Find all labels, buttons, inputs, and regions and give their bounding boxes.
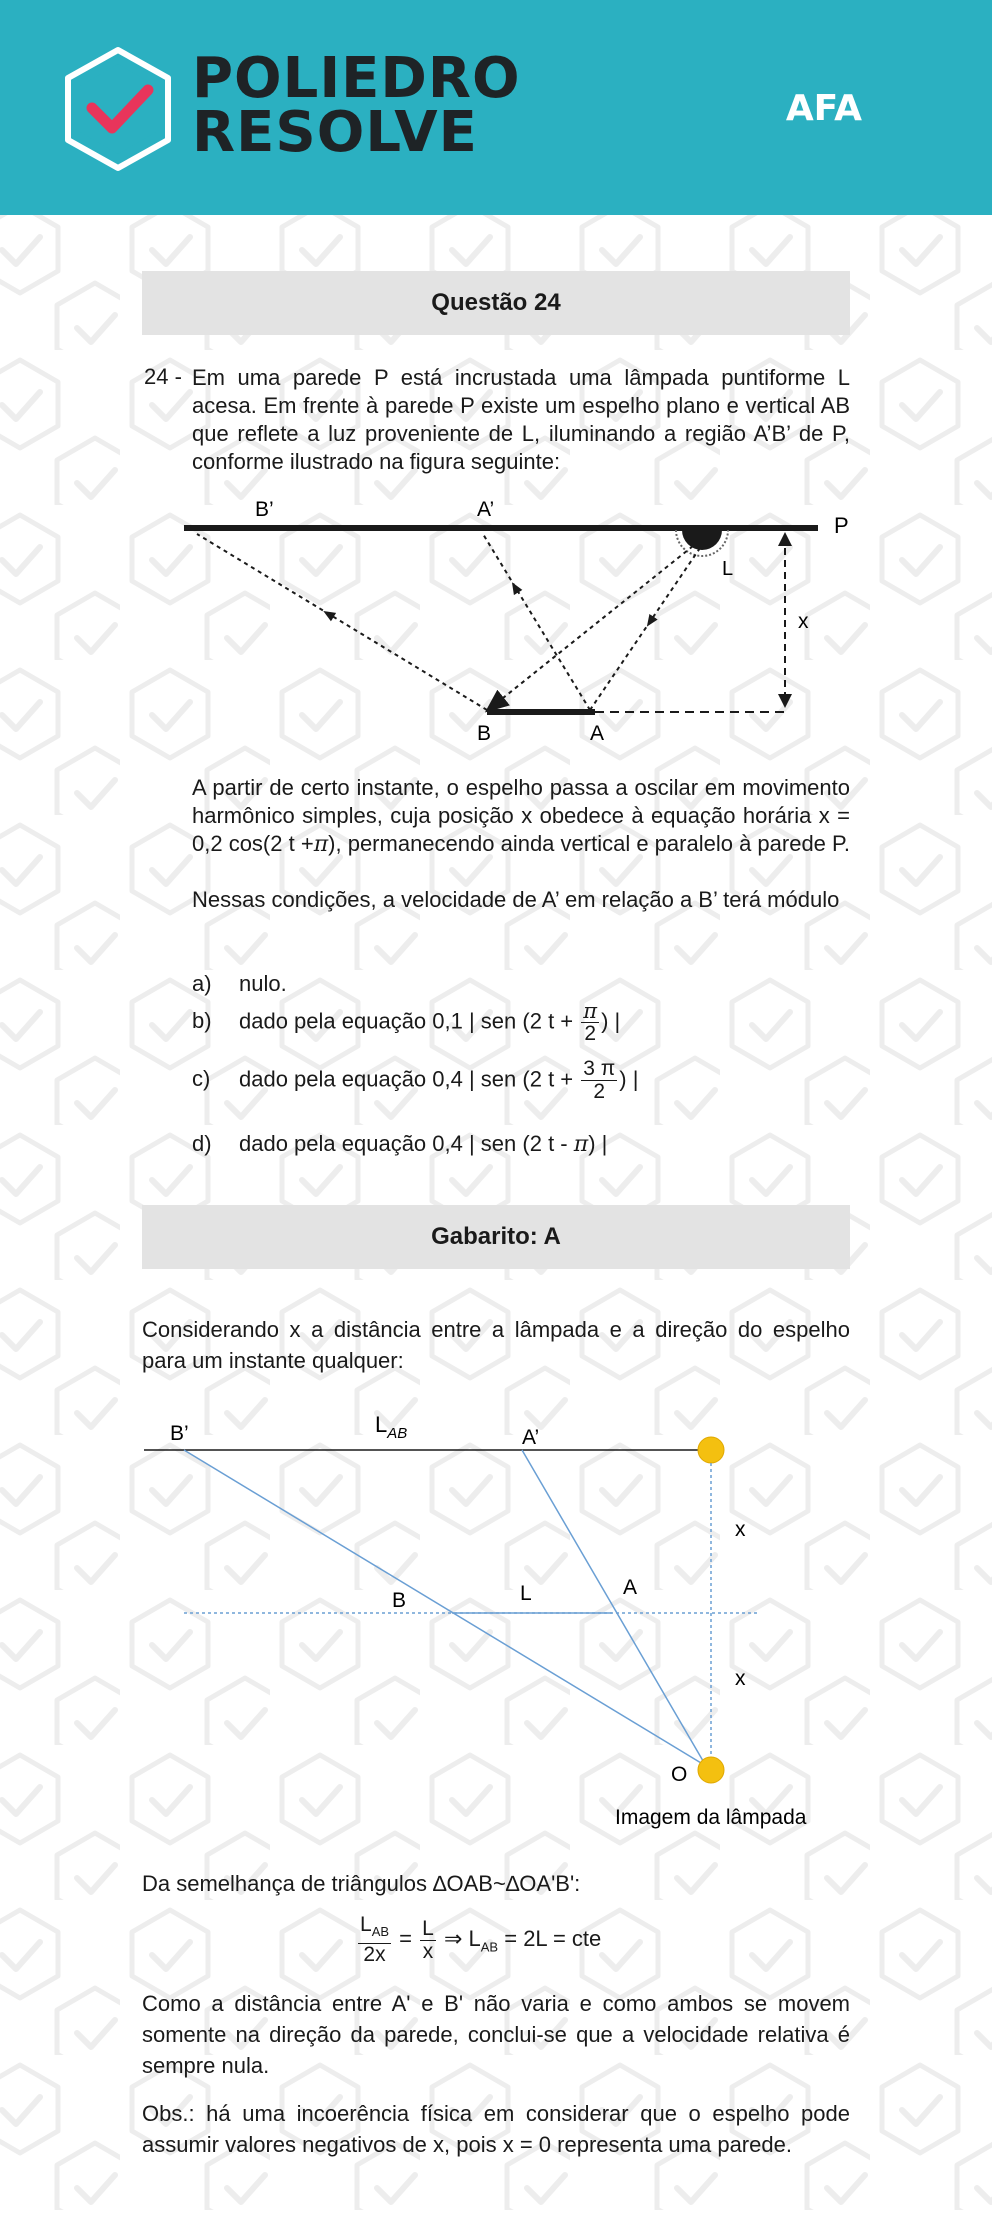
- label-l-ab: [375, 1412, 407, 1442]
- fraction-l-over-x: [420, 1918, 436, 1963]
- label-b-prime: B’: [170, 1422, 189, 1445]
- option-d-pi: π: [573, 1132, 589, 1157]
- ray-a-to-a-prime: [483, 534, 590, 710]
- implies-symbol: ⇒: [443, 1925, 463, 1951]
- option-b-frac-den: 2: [584, 1022, 597, 1045]
- ray-o-to-a-prime: [522, 1450, 706, 1766]
- label-l: L: [722, 558, 734, 580]
- label-x-bottom: x: [735, 1667, 746, 1690]
- option-d-text: dado pela equação 0,4 | sen (2 t -: [239, 1131, 568, 1156]
- label-x-top: x: [735, 1518, 746, 1541]
- question-statement: Em uma parede P está incrustada uma lâmpada puntiforme L acesa. Em frente à parede P existe um espelho plano e vertical AB que reflete a luz proveniente de L, iluminando a região A’B’ de P, conforme ilustrado na figura seguinte:: [192, 365, 850, 474]
- option-a: [192, 970, 287, 998]
- label-a: A: [623, 1576, 638, 1599]
- option-d: [192, 1130, 607, 1159]
- label-b: B: [477, 722, 492, 745]
- option-a-text: nulo.: [239, 971, 287, 996]
- lamp-image-caption: Imagem da lâmpada: [615, 1806, 807, 1829]
- option-c-tail: ) |: [619, 1066, 639, 1092]
- f1-den: 2x: [363, 1943, 386, 1967]
- label-a: A: [590, 722, 605, 745]
- poliedro-check-logo-icon: [58, 46, 178, 172]
- dimension-arrow-down: [778, 694, 792, 708]
- dimension-arrow-up: [778, 532, 792, 546]
- option-b-frac-num: π: [583, 999, 598, 1023]
- option-d-tail: ) |: [588, 1131, 608, 1156]
- ray-l-to-a-arrow: [648, 548, 700, 625]
- lamp-icon: [698, 1437, 724, 1463]
- brand-logo-text: [192, 46, 521, 165]
- answer-title: Gabarito: A: [431, 1223, 561, 1250]
- option-d-letter: d): [192, 1131, 212, 1156]
- observation-paragraph: Obs.: há uma incoerência física em considerar que o espelho pode assumir valores negativos de x, pois x = 0 representa uma parede.: [142, 2101, 850, 2157]
- question-title: Questão 24: [431, 289, 561, 316]
- velocity-question: Nessas condições, a velocidade de A’ em relação a B’ terá módulo: [192, 887, 840, 912]
- option-c-fraction: [581, 1058, 617, 1103]
- label-l-ab-sub: AB: [387, 1425, 408, 1442]
- f1-num: L: [360, 1913, 372, 1936]
- label-a-prime: A’: [477, 498, 495, 521]
- formula-equals: =: [399, 1925, 413, 1951]
- solution-intro: Considerando x a distância entre a lâmpada e a direção do espelho para um instante qualquer:: [142, 1317, 850, 1373]
- ray-l-to-a: [590, 548, 700, 710]
- conclusion-paragraph: Como a distância entre A' e B' não varia e como ambos se movem somente na direção da parede, conclui-se que a velocidade relativa é sempre nula.: [142, 1991, 850, 2078]
- option-c-letter: c): [192, 1066, 211, 1092]
- similarity-statement: Da semelhança de triângulos ∆OAB~∆OA'B':: [142, 1871, 581, 1896]
- option-c-text: dado pela equação 0,4 | sen (2 t +: [239, 1066, 574, 1092]
- oscillation-paragraph: [192, 774, 850, 859]
- mirror-figure: [170, 490, 860, 750]
- label-a-prime: A’: [522, 1426, 540, 1449]
- label-o: O: [671, 1763, 688, 1786]
- label-p: P: [834, 513, 849, 538]
- similarity-formula: [356, 1914, 601, 1966]
- option-b-text: dado pela equação 0,1 | sen (2 t +: [239, 1008, 574, 1034]
- rhs-result: = 2L = cte: [504, 1925, 602, 1951]
- ray-o-to-b-prime: [184, 1450, 706, 1766]
- option-b-fraction: [581, 1000, 599, 1045]
- para1-pi: π: [313, 832, 329, 857]
- label-l-ab-main: L: [375, 1412, 388, 1437]
- label-b: B: [392, 1589, 407, 1612]
- question-number: 24 -: [144, 364, 182, 389]
- fraction-lab-over-2x: [358, 1914, 391, 1966]
- ray-l-to-b-arrow: [488, 546, 693, 710]
- para1-equation: x = 0,2 cos(2 t +: [192, 803, 850, 856]
- rhs-l: L: [468, 1925, 481, 1951]
- solution-figure: [130, 1400, 850, 1850]
- label-b-prime: B’: [255, 498, 274, 521]
- option-a-letter: a): [192, 971, 212, 996]
- answer-title-band: [142, 1205, 850, 1269]
- f2-den: x: [422, 1939, 434, 1963]
- exam-label: AFA: [785, 88, 862, 129]
- brand-line-2: RESOLVE: [192, 100, 478, 165]
- f2-num: L: [422, 1916, 434, 1940]
- brand-line-1: POLIEDRO: [192, 46, 521, 111]
- question-title-band: [142, 271, 850, 335]
- label-l: L: [520, 1582, 532, 1605]
- option-c-frac-num: 3 π: [583, 1057, 616, 1080]
- option-c: [192, 1058, 638, 1103]
- lamp-image-icon: [698, 1757, 724, 1783]
- para1-text-b: ), permanecendo ainda vertical e paralelo à parede P.: [328, 831, 850, 856]
- header-banner: [0, 0, 992, 215]
- option-b-letter: b): [192, 1008, 212, 1034]
- option-c-frac-den: 2: [593, 1080, 606, 1103]
- label-x: x: [798, 610, 809, 633]
- ray-b-to-b-prime: [197, 534, 487, 710]
- para1-text-a: A partir de certo instante, o espelho passa a oscilar em movimento harmônico simples, cuja posição x obedece à equação horária: [192, 775, 850, 828]
- rhs-sub: AB: [480, 1939, 499, 1955]
- f1-num-sub: AB: [371, 1924, 390, 1940]
- option-b: [192, 1000, 620, 1045]
- option-b-tail: ) |: [601, 1008, 621, 1034]
